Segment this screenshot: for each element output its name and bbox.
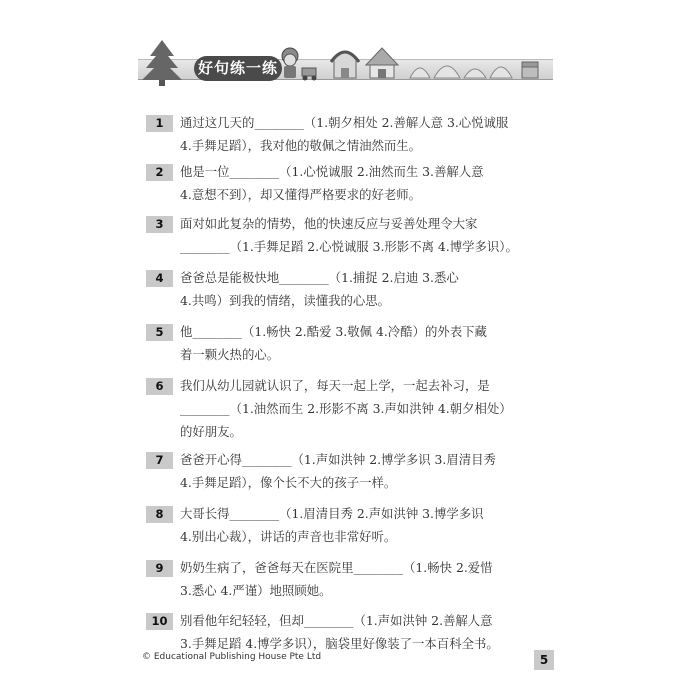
question-line: 通过这几天的________（1.朝夕相处 2.善解人意 3.心悦诚服	[180, 115, 509, 130]
question-text	[180, 448, 558, 494]
question-number: 9	[146, 560, 173, 577]
question-line: 大哥长得________（1.眉清目秀 2.声如洪钟 3.博学多识	[180, 506, 484, 521]
question-line: 他是一位________（1.心悦诚服 2.油然而生 3.善解人意	[180, 164, 484, 179]
question-number: 1	[146, 115, 173, 132]
question-text	[180, 609, 558, 655]
question-number: 6	[146, 378, 173, 395]
question-line: 爸爸开心得________（1.声如洪钟 2.博学多识 3.眉清目秀	[180, 452, 496, 467]
question-line: ________（1.手舞足蹈 2.心悦诚服 3.形影不离 4.博学多识）。	[180, 239, 518, 254]
house-icon	[331, 52, 359, 78]
question-number: 8	[146, 506, 173, 523]
pine-tree-icon	[142, 40, 182, 86]
question-number: 4	[146, 270, 173, 287]
question-text	[180, 212, 558, 258]
question-line: 我们从幼儿园就认识了，每天一起上学，一起去补习，是	[180, 378, 490, 393]
question-number: 10	[146, 613, 173, 630]
question-text	[180, 160, 558, 206]
question-text	[180, 266, 558, 312]
question-line: ________（1.油然而生 2.形影不离 3.声如洪钟 4.朝夕相处）	[180, 401, 512, 416]
question-number: 7	[146, 452, 173, 469]
question-number: 3	[146, 216, 173, 233]
house-icon	[366, 48, 398, 78]
copyright-notice: © Educational Publishing House Pte Ltd	[142, 652, 322, 662]
question-number: 2	[146, 164, 173, 181]
question-line: 4.意想不到），却又懂得严格要求的好老师。	[180, 187, 422, 202]
page-number: 5	[534, 650, 554, 670]
section-title: 好句练一练	[194, 56, 282, 81]
question-line: 3.悉心 4.严谨）地照顾她。	[180, 583, 332, 598]
question-line: 4.共鸣）到我的情绪，读懂我的心思。	[180, 293, 391, 308]
question-text	[180, 320, 558, 366]
child-icon	[282, 48, 317, 81]
question-text	[180, 556, 558, 602]
question-line: 奶奶生病了，爸爸每天在医院里________（1.畅快 2.爱惜	[180, 560, 493, 575]
question-line: 爸爸总是能极快地________（1.捕捉 2.启迪 3.悉心	[180, 270, 459, 285]
chest-icon	[522, 62, 538, 78]
question-line: 着一颗火热的心。	[180, 347, 280, 362]
question-line: 4.手舞足蹈），像个长不大的孩子一样。	[180, 475, 397, 490]
question-text	[180, 374, 558, 443]
section-header	[138, 38, 553, 86]
question-text	[180, 111, 558, 157]
question-line: 的好朋友。	[180, 424, 242, 439]
question-line: 4.手舞足蹈），我对他的敬佩之情油然而生。	[180, 138, 422, 153]
question-line: 4.别出心裁），讲话的声音也非常好听。	[180, 529, 397, 544]
question-line: 他________（1.畅快 2.酷爱 3.敬佩 4.冷酷）的外表下藏	[180, 324, 487, 339]
question-line: 面对如此复杂的情势，他的快速反应与妥善处理令大家	[180, 216, 478, 231]
question-line: 别看他年纪轻轻，但却________（1.声如洪钟 2.善解人意	[180, 613, 493, 628]
dome-icon	[410, 66, 512, 78]
question-number: 5	[146, 324, 173, 341]
question-line: 3.手舞足蹈 4.博学多识），脑袋里好像装了一本百科全书。	[180, 636, 499, 651]
question-text	[180, 502, 558, 548]
